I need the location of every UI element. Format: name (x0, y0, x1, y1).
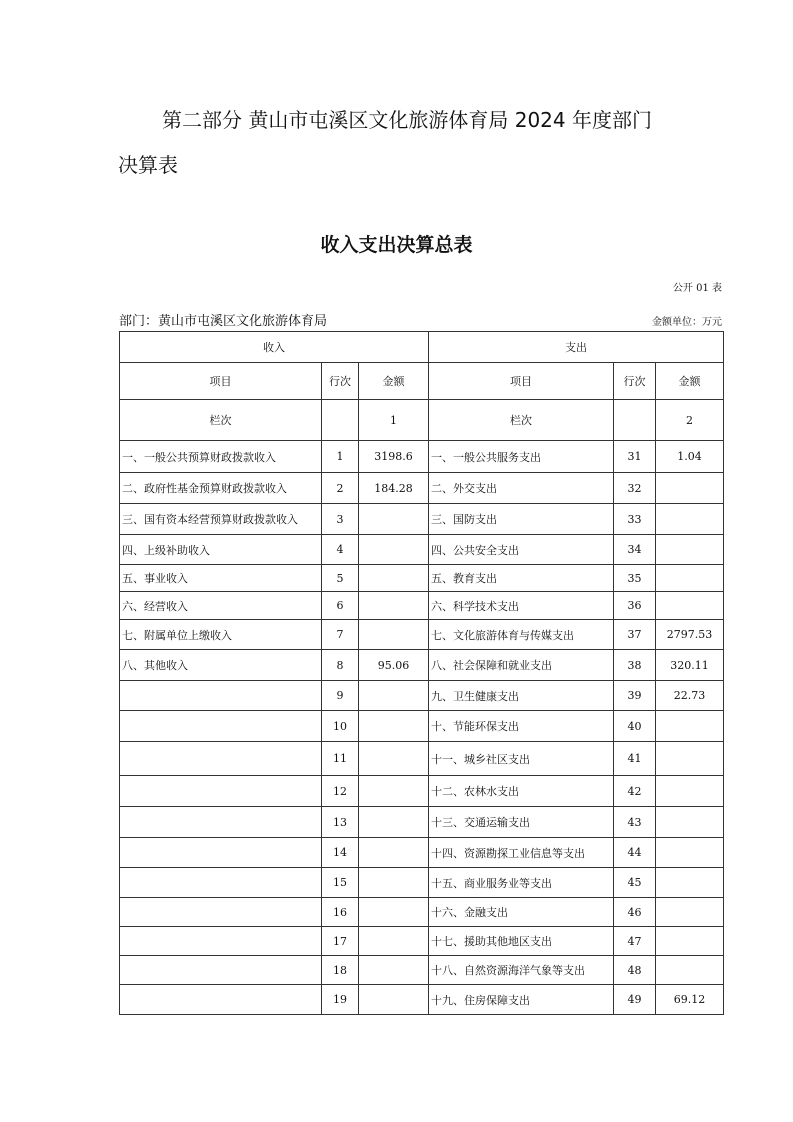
expense-amount (656, 898, 724, 927)
table-row (120, 681, 724, 711)
income-row-number: 17 (322, 927, 359, 956)
income-amount (359, 592, 429, 620)
income-amount (359, 985, 429, 1015)
expense-amount (656, 776, 724, 807)
income-amount (359, 868, 429, 898)
section-header-row (120, 332, 724, 363)
expense-row-number: 49 (614, 985, 656, 1015)
expense-item: 十五、商业服务业等支出 (429, 868, 614, 898)
income-item (120, 868, 322, 898)
income-item: 四、上级补助收入 (120, 535, 322, 565)
expense-row-number: 46 (614, 898, 656, 927)
expense-column-label: 栏次 (429, 400, 614, 441)
income-item: 七、附属单位上缴收入 (120, 620, 322, 650)
expense-column-number: 2 (656, 400, 724, 441)
income-item (120, 898, 322, 927)
income-amount (359, 711, 429, 742)
table-row (120, 650, 724, 681)
income-header: 收入 (120, 332, 429, 363)
income-amount (359, 838, 429, 868)
expense-amount (656, 868, 724, 898)
column-header-row (120, 363, 724, 400)
part-heading-line1: 第二部分 黄山市屯溪区文化旅游体育局 2024 年度部门 (162, 108, 652, 132)
income-amount: 95.06 (359, 650, 429, 681)
income-row-number: 7 (322, 620, 359, 650)
expense-item: 九、卫生健康支出 (429, 681, 614, 711)
table-row (120, 620, 724, 650)
income-row-blank (322, 400, 359, 441)
expense-row-number: 36 (614, 592, 656, 620)
income-item: 一、一般公共预算财政拨款收入 (120, 441, 322, 473)
income-item (120, 711, 322, 742)
table-row (120, 956, 724, 985)
expense-item: 三、国防支出 (429, 504, 614, 535)
expense-amount (656, 807, 724, 838)
income-item: 八、其他收入 (120, 650, 322, 681)
expense-amount-header: 金额 (656, 363, 724, 400)
table-row (120, 504, 724, 535)
table-row (120, 985, 724, 1015)
table-row (120, 776, 724, 807)
table-row (120, 838, 724, 868)
income-item (120, 807, 322, 838)
expense-item: 十六、金融支出 (429, 898, 614, 927)
income-row-number: 6 (322, 592, 359, 620)
expense-amount (656, 838, 724, 868)
income-item (120, 776, 322, 807)
expense-row-number: 33 (614, 504, 656, 535)
income-item (120, 681, 322, 711)
expense-row-number: 35 (614, 565, 656, 592)
expense-row-number: 40 (614, 711, 656, 742)
income-row-number: 11 (322, 742, 359, 776)
expense-amount (656, 711, 724, 742)
expense-amount: 22.73 (656, 681, 724, 711)
expense-row-number: 47 (614, 927, 656, 956)
table-row (120, 927, 724, 956)
part-heading-line2: 决算表 (118, 153, 178, 177)
expense-row-header: 行次 (614, 363, 656, 400)
expense-row-number: 34 (614, 535, 656, 565)
expense-item: 十二、农林水支出 (429, 776, 614, 807)
expense-item: 十四、资源勘探工业信息等支出 (429, 838, 614, 868)
expense-item: 四、公共安全支出 (429, 535, 614, 565)
expense-item: 六、科学技术支出 (429, 592, 614, 620)
expense-item: 十九、住房保障支出 (429, 985, 614, 1015)
income-column-label: 栏次 (120, 400, 322, 441)
expense-amount (656, 927, 724, 956)
income-item-header: 项目 (120, 363, 322, 400)
income-row-number: 5 (322, 565, 359, 592)
income-amount (359, 565, 429, 592)
income-row-header: 行次 (322, 363, 359, 400)
income-row-number: 3 (322, 504, 359, 535)
income-row-number: 12 (322, 776, 359, 807)
table-row (120, 711, 724, 742)
income-amount: 184.28 (359, 473, 429, 504)
expense-row-number: 44 (614, 838, 656, 868)
income-amount (359, 807, 429, 838)
income-item (120, 956, 322, 985)
expense-row-number: 41 (614, 742, 656, 776)
income-row-number: 16 (322, 898, 359, 927)
department-label: 部门：黄山市屯溪区文化旅游体育局 (119, 314, 328, 329)
expense-amount: 320.11 (656, 650, 724, 681)
income-item (120, 742, 322, 776)
expense-amount (656, 565, 724, 592)
expense-row-number: 38 (614, 650, 656, 681)
expense-row-number: 37 (614, 620, 656, 650)
expense-row-number: 31 (614, 441, 656, 473)
expense-item: 五、教育支出 (429, 565, 614, 592)
income-row-number: 15 (322, 868, 359, 898)
income-row-number: 14 (322, 838, 359, 868)
column-number-row (120, 400, 724, 441)
income-item: 六、经营收入 (120, 592, 322, 620)
expense-row-number: 45 (614, 868, 656, 898)
expense-row-number: 42 (614, 776, 656, 807)
table-title: 收入支出决算总表 (320, 234, 473, 256)
income-amount (359, 956, 429, 985)
table-row (120, 898, 724, 927)
income-amount (359, 776, 429, 807)
expense-amount (656, 535, 724, 565)
expense-item: 十七、援助其他地区支出 (429, 927, 614, 956)
expense-item: 十三、交通运输支出 (429, 807, 614, 838)
income-item: 五、事业收入 (120, 565, 322, 592)
income-row-number: 13 (322, 807, 359, 838)
income-amount (359, 620, 429, 650)
expense-amount (656, 592, 724, 620)
income-item: 三、国有资本经营预算财政拨款收入 (120, 504, 322, 535)
expense-row-blank (614, 400, 656, 441)
expense-header: 支出 (429, 332, 724, 363)
table-row (120, 565, 724, 592)
expense-row-number: 48 (614, 956, 656, 985)
expense-row-number: 39 (614, 681, 656, 711)
expense-amount (656, 473, 724, 504)
expense-item: 十、节能环保支出 (429, 711, 614, 742)
amount-unit: 金额单位：万元 (652, 317, 722, 328)
table-row (120, 742, 724, 776)
income-amount (359, 898, 429, 927)
table-row (120, 535, 724, 565)
income-amount (359, 681, 429, 711)
table-row (120, 441, 724, 473)
expense-item: 十八、自然资源海洋气象等支出 (429, 956, 614, 985)
table-row (120, 807, 724, 838)
form-number: 公开 01 表 (672, 283, 722, 294)
expense-amount (656, 742, 724, 776)
income-row-number: 9 (322, 681, 359, 711)
expense-item: 二、外交支出 (429, 473, 614, 504)
expense-amount: 2797.53 (656, 620, 724, 650)
expense-row-number: 32 (614, 473, 656, 504)
income-amount (359, 927, 429, 956)
income-expense-table (119, 331, 724, 1015)
income-item (120, 838, 322, 868)
income-amount-header: 金额 (359, 363, 429, 400)
income-row-number: 10 (322, 711, 359, 742)
expense-item: 十一、城乡社区支出 (429, 742, 614, 776)
table-row (120, 592, 724, 620)
expense-item: 七、文化旅游体育与传媒支出 (429, 620, 614, 650)
expense-amount (656, 956, 724, 985)
expense-item: 一、一般公共服务支出 (429, 441, 614, 473)
expense-amount (656, 504, 724, 535)
income-amount (359, 535, 429, 565)
income-row-number: 1 (322, 441, 359, 473)
expense-item: 八、社会保障和就业支出 (429, 650, 614, 681)
income-amount (359, 742, 429, 776)
income-column-number: 1 (359, 400, 429, 441)
income-item: 二、政府性基金预算财政拨款收入 (120, 473, 322, 504)
income-row-number: 4 (322, 535, 359, 565)
income-item (120, 927, 322, 956)
income-item (120, 985, 322, 1015)
expense-item-header: 项目 (429, 363, 614, 400)
income-row-number: 18 (322, 956, 359, 985)
income-row-number: 8 (322, 650, 359, 681)
expense-row-number: 43 (614, 807, 656, 838)
expense-amount: 69.12 (656, 985, 724, 1015)
income-amount: 3198.6 (359, 441, 429, 473)
income-row-number: 19 (322, 985, 359, 1015)
expense-amount: 1.04 (656, 441, 724, 473)
table-row (120, 868, 724, 898)
income-row-number: 2 (322, 473, 359, 504)
table-row (120, 473, 724, 504)
income-amount (359, 504, 429, 535)
